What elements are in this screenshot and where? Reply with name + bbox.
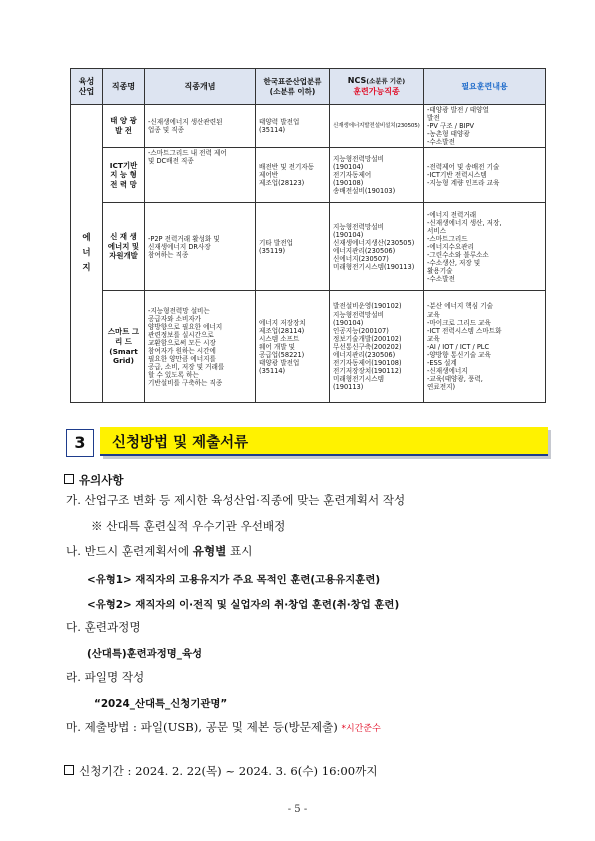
table-row [71, 203, 546, 291]
application-period [64, 763, 378, 779]
training-cell: -에너지 전력거래 -신재생에너지 생산, 저장, 서비스 -스마트그리드 -에너지수요관리 -그린수소와 블루소소 -수소생산, 저장 및 활용기술 -수소발전 [424, 203, 546, 291]
ksic-cell: 태양력 발전업 (35114) [256, 105, 330, 148]
note-type2: <유형2> 재직자의 이·전직 및 실업자의 취·창업 훈련(취·창업 훈련) [87, 599, 400, 611]
section-title-box [100, 427, 548, 456]
header-ksic-sub: (소분류 이하) [269, 86, 316, 96]
page-number: - 5 - [287, 804, 308, 815]
note-ma-red: *시간준수 [341, 724, 381, 734]
note-type1: <유형1> 재직자의 고용유지가 주요 목적인 훈련(고용유지훈련) [87, 574, 381, 586]
job-name: 태 양 광 발 전 [103, 105, 145, 148]
industry-job-table [70, 68, 546, 403]
ncs-cell: 발전설비운영(190102) 지능형전력망설비 (190104) 인공지능(200107) 정보기술개발(200102) 무선통신구축(200202) 에너지관리(230506) 전기자동제어(190108) 전기저장장치(190112) 미래형전기시스템 (190113) [330, 291, 424, 403]
note-da-value: (산대특)훈련과정명_육성 [87, 648, 203, 660]
job-concept: -지능형전력망 설비는 공급자와 소비자가 양방향으로 필요한 에너지 관련정보를 실시간으로 교환함으로써 모든 시장 참여자가 원하는 시간에 필요한 양만큼 에너지를 공급, 소비, 저장 및 거래를 할 수 있도록 하는 기반설비를 구축하는 직종 [145, 291, 256, 403]
industry-energy: 에 너 지 [71, 105, 103, 403]
table-row [71, 148, 546, 203]
header-ncs-red: 훈련가능직종 [353, 86, 400, 96]
job-concept: -P2P 전력거래 활성화 및 신재생에너지 DR사장 참여하는 직종 [145, 203, 256, 291]
note-ra: 라. 파일명 작성 [66, 670, 145, 684]
table-row [71, 105, 546, 148]
header-job-concept: 직종개념 [145, 69, 256, 105]
note-da: 다. 훈련과정명 [66, 620, 141, 634]
ksic-cell: 배전반 및 전기자동 제어반 제조업(28123) [256, 148, 330, 203]
header-ncs-sub: (소분류 기준) [366, 77, 406, 86]
header-job-name: 직종명 [103, 69, 145, 105]
section-header [60, 426, 548, 458]
ncs-cell: 지능형전력망설비 (190104) 전기자동제어 (190108) 송배전설비(190103) [330, 148, 424, 203]
note-ga-sub: ※ 산대특 훈련실적 우수기관 우선배정 [91, 519, 286, 533]
ksic-cell: 에너지 저장장치 제조업(28114) 시스템 소프트 웨어 개발 및 공급업(58221) 태양광 발전업 (35114) [256, 291, 330, 403]
note-na-suffix: 표시 [226, 544, 253, 558]
job-concept: -스마트그리드 내 전력 제어 및 DC배전 직종 [145, 148, 256, 203]
notes-header [64, 472, 123, 488]
job-name: ICT기반 지 능 형 전 력 망 [103, 148, 145, 203]
note-ga: 가. 산업구조 변화 등 제시한 육성산업·직종에 맞는 훈련계획서 작성 [66, 493, 406, 507]
note-ma [66, 719, 381, 735]
checkbox-square-icon [64, 474, 74, 484]
section-title: 신청방법 및 제출서류 [112, 435, 249, 451]
section-number: 3 [66, 429, 94, 457]
table-header-row [71, 69, 546, 105]
notes-header-label: 유의사항 [79, 473, 124, 487]
job-name: 스마트 그 리 드 (Smart Grid) [103, 291, 145, 403]
table-row [71, 291, 546, 403]
header-ksic-title: 한국표준산업분류 [263, 77, 322, 87]
ksic-cell: 기타 발전업 (35119) [256, 203, 330, 291]
note-na-bold: 유형별 [192, 544, 227, 558]
application-period-text: 신청기간 : 2024. 2. 22(목) ~ 2024. 3. 6(수) 16:00까지 [79, 764, 378, 778]
ncs-cell: 신재생에너지발전설비설치(230505) [330, 105, 424, 148]
note-na-prefix: 나. 반드시 훈련계획서에 [66, 544, 193, 558]
training-cell: -분산 에너지 핵심 기술 교육 -마이크로 그리드 교육 -ICT 전력시스템 스마트화 교육 -AI / IOT / ICT / PLC -양방향 통신기술 교육 -ESS 설계 -신재생에너지 -교육(태양광, 풍력, 연료전지) [424, 291, 546, 403]
ncs-cell: 지능형전력망설비 (190104) 신재생에너지생산(230505) 에너지관리(230506) 신에너지(230507) 미래형전기시스템(190113) [330, 203, 424, 291]
header-training: 필요훈련내용 [424, 69, 546, 105]
note-na [66, 543, 252, 559]
job-concept: -신재생에너지 생산관련된 업종 및 직종 [145, 105, 256, 148]
note-ma-text: 마. 제출방법 : 파일(USB), 공문 및 제본 등(방문제출) [66, 720, 338, 734]
checkbox-square-icon [64, 765, 74, 775]
header-ncs-title: NCS [347, 76, 367, 86]
training-cell: -태양광 발전 / 태양열 발전 -PV 구조 / BIPV -농촌형 태양광 -수소발전 [424, 105, 546, 148]
header-ncs [330, 69, 424, 105]
header-industry: 육성 산업 [71, 69, 103, 105]
training-cell: -전력제어 및 송배전 기술 -ICT기반 전력시스템 -지능형 계량 인프라 교육 [424, 148, 546, 203]
header-ksic [256, 69, 330, 105]
note-ra-value: “2024_산대특_신청기관명” [94, 698, 228, 710]
job-name: 신 재 생 에너지 및 자원개발 [103, 203, 145, 291]
